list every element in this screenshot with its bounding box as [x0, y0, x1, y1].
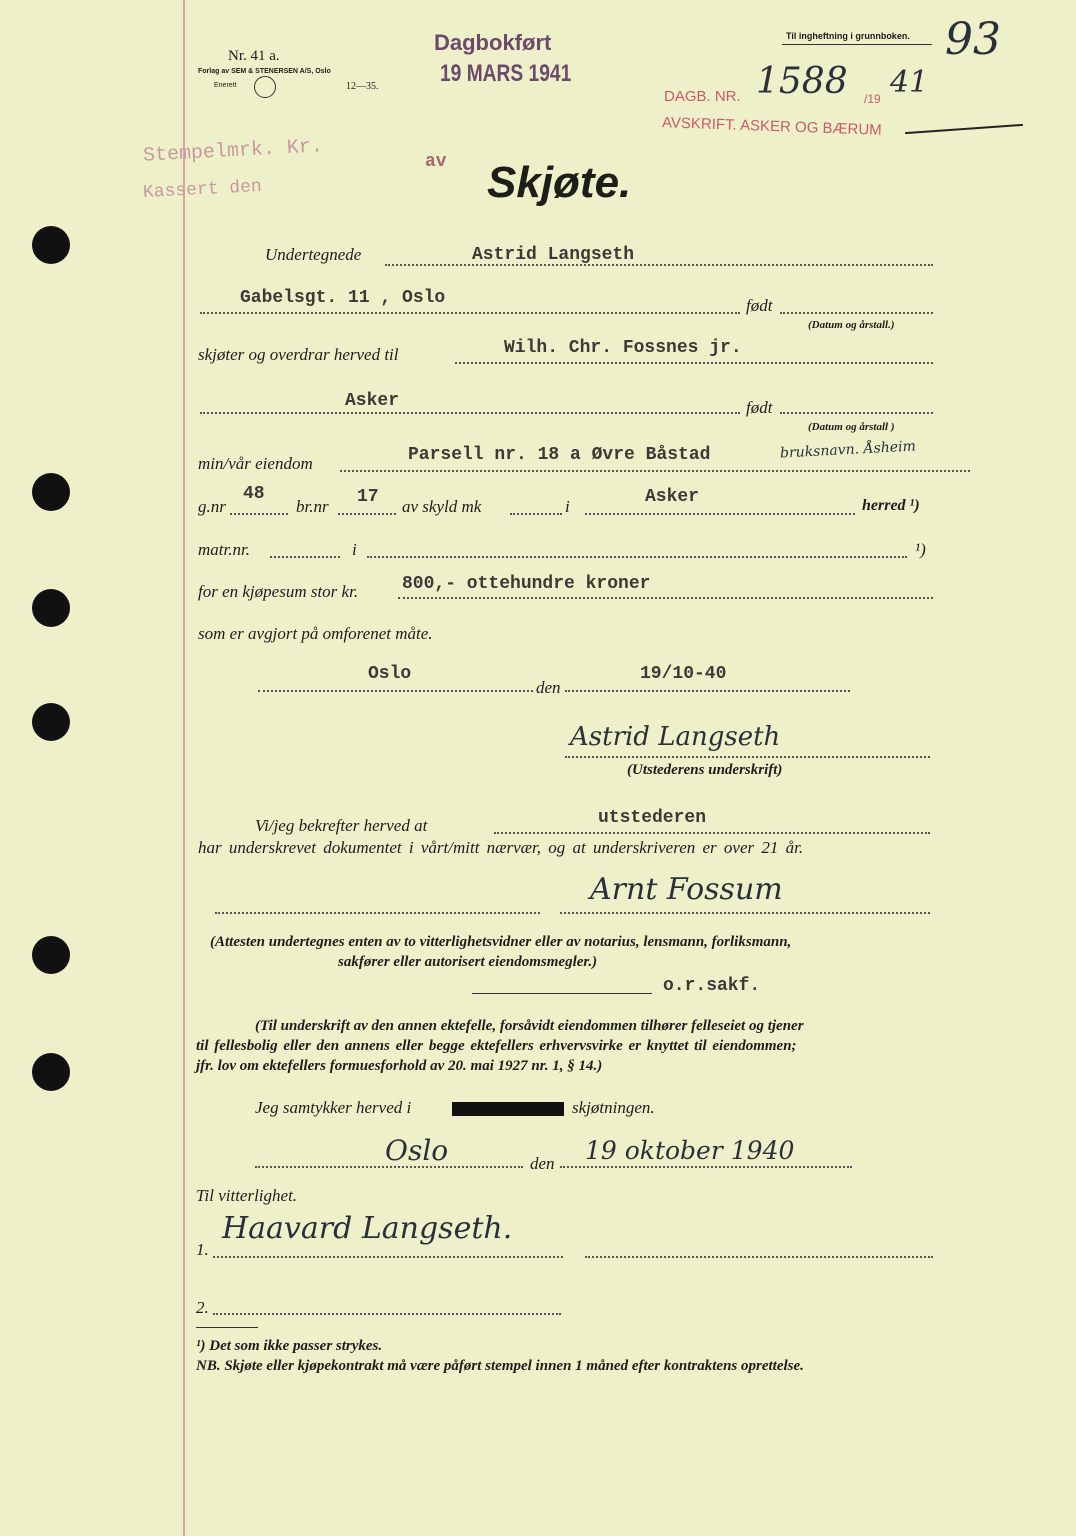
seller-name: Astrid Langseth	[472, 245, 635, 265]
fill-line	[455, 362, 933, 364]
brnr-value: 17	[357, 487, 379, 507]
fill-line	[494, 832, 930, 834]
stamp-registered: Dagbokført	[434, 30, 552, 55]
binding-hole	[32, 703, 70, 741]
property-value: Parsell nr. 18 a Øvre Båstad	[408, 445, 711, 465]
price-label: for en kjøpesum stor kr.	[198, 582, 359, 601]
divider	[782, 44, 932, 45]
fill-line	[213, 1313, 561, 1315]
spouse-note-3: jfr. lov om ektefellers formuesforhold av 20. mai 1927 nr. 1, § 14.)	[196, 1058, 603, 1074]
consent-den: den	[530, 1154, 555, 1173]
redaction-bar	[452, 1102, 564, 1116]
consent-prefix: Jeg samtykker herved i	[255, 1098, 412, 1117]
witness-1-number: 1.	[196, 1240, 209, 1259]
herred-value: Asker	[645, 487, 700, 507]
fill-line	[565, 756, 930, 758]
undertegnede-label: Undertegnede	[265, 245, 362, 264]
confirm-text: har underskrevet dokumentet i vårt/mitt nærvær, og at underskriveren er over 21 år.	[198, 838, 804, 857]
fill-line	[585, 1256, 933, 1258]
dagb-year: 41	[890, 65, 929, 100]
fill-line	[270, 556, 340, 558]
confirm-value: utstederen	[598, 808, 707, 828]
fill-line	[385, 264, 933, 266]
gnr-value: 48	[243, 484, 265, 504]
witness-heading: Til vitterlighet.	[196, 1186, 298, 1205]
publisher-logo	[254, 76, 276, 98]
gnr-label: g.nr	[198, 497, 226, 516]
spouse-note-2: til fellesbolig eller den annens eller begge ektefellers erhvervsvirke er knyttet til eiendommen;	[196, 1038, 797, 1054]
publisher: Forlag av SEM & STENERSEN A/S, Oslo	[198, 68, 331, 75]
confirm-label: Vi/jeg bekrefter herved at	[255, 816, 428, 835]
form-number: Nr. 41 a.	[228, 48, 280, 64]
datum-note: (Datum og årstall )	[808, 421, 895, 433]
settled-text: som er avgjort på omforenet måte.	[198, 624, 433, 643]
footnote-divider	[196, 1327, 258, 1328]
footnote-1: ¹) Det som ikke passer strykes.	[196, 1338, 383, 1354]
fill-line	[560, 1166, 852, 1168]
stamp-date: 19 MARS 1941	[440, 60, 572, 87]
brnr-label: br.nr	[296, 497, 329, 516]
av-label: av	[425, 152, 447, 172]
fill-line	[565, 690, 850, 692]
fodt-label: født	[746, 296, 773, 315]
skyld-label: av skyld mk	[402, 497, 482, 516]
attest-title: o.r.sakf.	[663, 976, 761, 996]
date: 19/10-40	[640, 664, 727, 684]
seller-address: Gabelsgt. 11 , Oslo	[240, 288, 446, 308]
witness-2-number: 2.	[196, 1298, 209, 1317]
fill-line	[340, 470, 970, 472]
dagb-number: 1588	[756, 61, 848, 102]
property-handwritten: bruksnavn. Åsheim	[779, 438, 917, 462]
fill-line	[200, 412, 740, 414]
herred-label: herred ¹)	[862, 497, 920, 514]
pen-stroke	[905, 124, 1023, 134]
fill-line	[367, 556, 907, 558]
form-date: 12—35.	[346, 81, 379, 92]
margin-line	[183, 0, 185, 1536]
fill-line	[585, 513, 855, 515]
fill-line	[230, 513, 288, 515]
dagb-year-prefix: /19	[864, 92, 881, 106]
transfer-label: skjøter og overdrar herved til	[198, 345, 399, 364]
consent-place: Oslo	[385, 1134, 449, 1167]
property-label: min/vår eiendom	[198, 454, 313, 473]
signature-label: (Utstederens underskrift)	[627, 762, 783, 778]
binding-hole	[32, 473, 70, 511]
fill-line	[560, 912, 930, 914]
binding-hole	[32, 226, 70, 264]
datum-note: (Datum og årstall.)	[808, 319, 895, 331]
fill-line	[780, 412, 933, 414]
page-title: Skjøte.	[487, 158, 632, 207]
matr-i: i	[352, 540, 357, 559]
footnote-2: NB. Skjøte eller kjøpekontrakt må være påført stempel innen 1 måned efter kontraktens oprettelse.	[196, 1358, 804, 1374]
buyer-address: Asker	[345, 391, 400, 411]
fill-line	[780, 312, 933, 314]
spouse-note-1: (Til underskrift av den annen ektefelle, forsåvidt eiendommen tilhører felleseiet og tjener	[255, 1018, 804, 1034]
attest-note-2: sakfører eller autorisert eiendomsmegler.)	[338, 954, 598, 970]
fill-line	[510, 513, 562, 515]
attest-note-1: (Attesten undertegnes enten av to vitterlighetsvidner eller av notarius, lensmann, forliksmann,	[210, 934, 792, 950]
binding-note: Til ingheftning i grunnboken.	[786, 31, 910, 41]
fill-line	[338, 513, 396, 515]
seller-signature: Astrid Langseth	[570, 722, 781, 752]
binding-hole	[32, 589, 70, 627]
binding-number: 93	[945, 14, 1001, 65]
fill-line	[213, 1256, 563, 1258]
signature-line	[472, 993, 652, 994]
matr-note: ¹)	[915, 540, 926, 559]
price-value: 800,- ottehundre kroner	[402, 574, 651, 594]
matr-label: matr.nr.	[198, 540, 250, 559]
fill-line	[215, 912, 540, 914]
dagb-label: DAGB. NR.	[664, 88, 741, 105]
fill-line	[200, 312, 740, 314]
consent-suffix: skjøtningen.	[572, 1098, 655, 1117]
den-label: den	[536, 678, 561, 697]
buyer-name: Wilh. Chr. Fossnes jr.	[504, 338, 742, 358]
i-label: i	[565, 497, 570, 516]
binding-hole	[32, 936, 70, 974]
fill-line	[258, 690, 533, 692]
stamp-duty-line1: Stempelmrk. Kr.	[142, 135, 324, 168]
office-stamp: AVSKRIFT. ASKER OG BÆRUM	[661, 114, 882, 139]
fill-line	[398, 597, 933, 599]
fodt-label: født	[746, 398, 773, 417]
consent-date: 19 oktober 1940	[585, 1136, 795, 1165]
witness-1-signature: Haavard Langseth.	[222, 1211, 513, 1246]
witness-signature: Arnt Fossum	[590, 872, 783, 907]
publisher-rights: Enerett	[214, 82, 237, 89]
binding-hole	[32, 1053, 70, 1091]
place: Oslo	[368, 664, 412, 684]
stamp-duty-line2: Kassert den	[142, 176, 263, 204]
